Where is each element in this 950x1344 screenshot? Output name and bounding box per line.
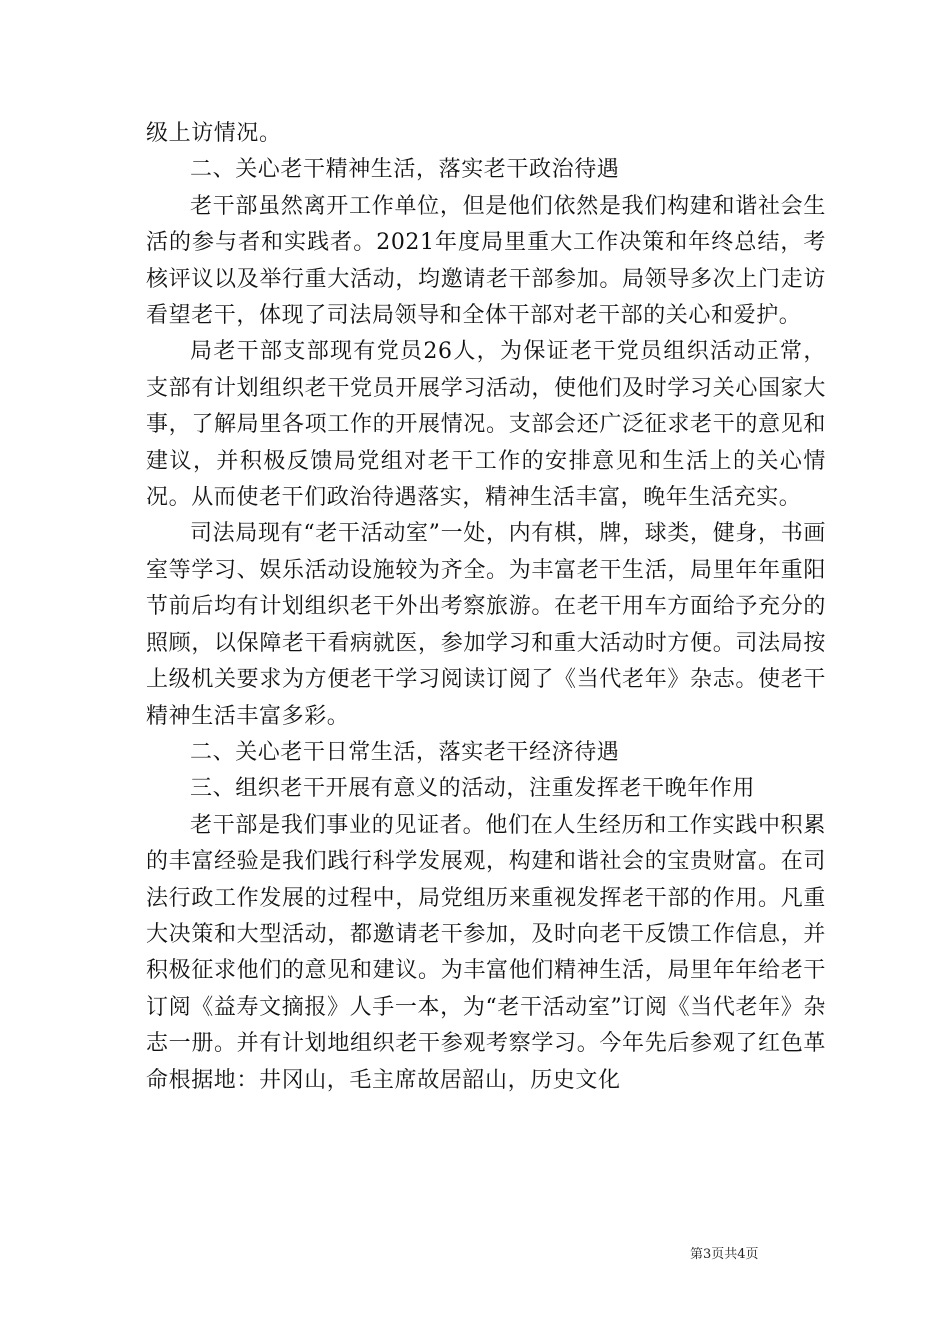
section-heading-6: 二、关心老干日常生活，落实老干经济待遇 — [190, 739, 620, 765]
section-heading-7: 三、组织老干开展有意义的活动，注重发挥老干晚年作用 — [190, 776, 756, 802]
paragraph-8: 老干部是我们事业的见证者。他们在人生经历和工作实践中积累的丰富经验是我们践行科学发展观，构建和谐社会的宝贵财富。在司法行政工作发展的过程中，局党组历来重视发挥老干部的作用。凡重大决策和大型活动，都邀请老干参加，及时向老干反馈工作信息，并积极征求他们的意见和建议。为丰富他们精神生活，局里年年给老干订阅《益寿文摘报》人手一本，为“老干活动室”订阅《当代老年》杂志一册。并有计划地组织老干参观考察学习。今年先后参观了红色革命根据地：井冈山，毛主席故居韶山，历史文化 — [146, 812, 826, 1093]
paragraph-5: 司法局现有“老干活动室”一处，内有棋，牌，球类，健身，书画室等学习、娱乐活动设施较为齐全。为丰富老干生活，局里年年重阳节前后均有计划组织老干外出考察旅游。在老干用车方面给予充分的照顾，以保障老干看病就医，参加学习和重大活动时方便。司法局按上级机关要求为方便老干学习阅读订阅了《当代老年》杂志。使老干精神生活丰富多彩。 — [146, 521, 826, 729]
paragraph-4: 局老干部支部现有党员26人，为保证老干党员组织活动正常，支部有计划组织老干党员开展学习活动，使他们及时学习关心国家大事，了解局里各项工作的开展情况。支部会还广泛征求老干的意见和建议，并积极反馈局党组对老干工作的安排意见和生活上的关心情况。从而使老干们政治待遇落实，精神生活丰富，晚年生活充实。 — [146, 339, 826, 511]
paragraph-1: 级上访情况。 — [146, 121, 282, 146]
paragraph-3: 老干部虽然离开工作单位，但是他们依然是我们构建和谐社会生活的参与者和实践者。2021年度局里重大工作决策和年终总结，考核评议以及举行重大活动，均邀请老干部参加。局领导多次上门走访看望老干，体现了司法局领导和全体干部对老干部的关心和爱护。 — [146, 193, 826, 329]
document-body — [146, 116, 826, 1099]
page-number-footer: 第3页共4页 — [690, 1247, 759, 1262]
section-heading-2: 二、关心老干精神生活，落实老干政治待遇 — [190, 157, 620, 183]
